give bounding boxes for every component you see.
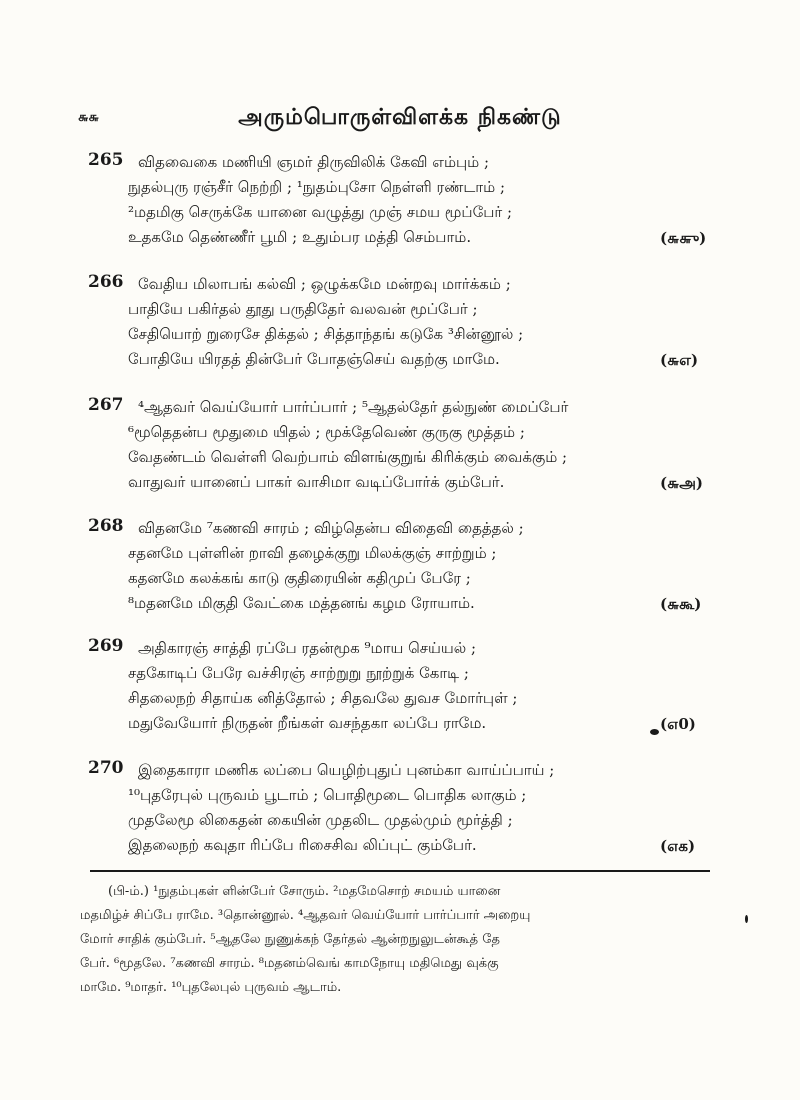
- verse-number: 268: [88, 516, 124, 536]
- verse-end-number: (௬௬ு): [660, 229, 707, 247]
- verse-number: 270: [88, 758, 124, 778]
- verse-line: ¹⁰புதரேபுல் புருவம் பூடாம் ; பொதிமூடை பொதிக லாகும் ;: [128, 786, 527, 804]
- verse-line: ⁶மூதெதன்ப மூதுமை யிதல் ; மூக்தேவெண் குருகு மூத்தம் ;: [128, 423, 525, 441]
- ink-mark: [745, 915, 748, 923]
- verse-line: வேதண்டம் வெள்ளி வெற்பாம் விளங்குறுங் கிரிக்கும் வைக்கும் ;: [128, 448, 568, 466]
- verse-number: 269: [88, 636, 124, 656]
- page-number: ௬௬: [78, 110, 100, 125]
- ink-mark: [650, 729, 659, 735]
- verse-line: விதவைகை மணியி ஞமர் திருவிலிக் கேவி எம்பும் ;: [138, 153, 490, 171]
- footnote-line: மாமே. ⁹மாதர். ¹⁰புதலேபுல் புருவம் ஆடாம்.: [80, 980, 342, 995]
- verse-line: வாதுவர் யானைப் பாகர் வாசிமா வடிப்போர்க் கும்பேர்.: [128, 473, 505, 491]
- verse-line: இதலைநற் கவுதா ரிப்பே ரிசைசிவ லிப்புட் கும்பேர்.: [128, 836, 477, 854]
- verse-line: சேதியொற் றுரைசே திக்தல் ; சித்தாந்தங் கடுகே ³சின்னூல் ;: [128, 325, 524, 343]
- verse-line: கதனமே கலக்கங் காடு குதிரையின் கதிமுப் பேரே ;: [128, 569, 471, 587]
- verse-end-number: (௬அ): [660, 474, 704, 492]
- verse-number: 266: [88, 272, 124, 292]
- verse-end-number: (௬எ): [660, 351, 699, 369]
- verse-end-number: (௭0): [660, 715, 696, 733]
- verse-number: 265: [88, 150, 124, 170]
- verse-number: 267: [88, 395, 124, 415]
- verse-line: வேதிய மிலாபங் கல்வி ; ஒழுக்கமே மன்றவு மார்க்கம் ;: [138, 275, 511, 293]
- verse-line: ⁴ஆதவர் வெய்யோர் பார்ப்பார் ; ⁵ஆதல்தேர் தல்நுண் மைப்பேர்: [138, 398, 569, 416]
- verse-end-number: (௬கூ): [660, 595, 702, 613]
- verse-line: சதனமே புள்ளின் றாவி தழைக்குறு மிலக்குஞ் சாற்றும் ;: [128, 544, 497, 562]
- verse-line: மதுவேயோர் நிருதன் றீங்கள் வசந்தகா லப்பே ராமே.: [128, 714, 487, 732]
- footnotes: [80, 880, 720, 1000]
- verse-line: பாதியே பகிர்தல் தூது பருதிதேர் வலவன் மூப்பேர் ;: [128, 300, 478, 318]
- footnote-line: மதமிழ்ச் சிப்பே ராமே. ³தொன்னூல். ⁴ஆதவர் வெய்யோர் பார்ப்பார் அறையு: [80, 908, 531, 923]
- page-title: அரும்பொருள்விளக்க நிகண்டு: [238, 104, 562, 130]
- footnote-divider: [90, 870, 710, 872]
- verse-line: சதகோடிப் பேரே வச்சிரஞ் சாற்றுறு நூற்றுக் கோடி ;: [128, 664, 469, 682]
- verse-line: உதகமே தெண்ணீர் பூமி ; உதும்பர மத்தி செம்பாம்.: [128, 228, 472, 246]
- verse-line: இதைகாரா மணிக லப்பை யெழிற்புதுப் புனம்கா வாய்ப்பாய் ;: [138, 761, 555, 779]
- footnote-line: மோர் சாதிக் கும்பேர். ⁵ஆதலே நுணுக்கந் தேர்தல் ஆன்றநுலுடன்கூத் தே: [80, 932, 500, 947]
- verse-line: ⁸மதனமே மிகுதி வேட்கை மத்தனங் கழம ரோயாம்.: [128, 594, 475, 612]
- verse-line: போதியே யிரதத் தின்பேர் போதஞ்செய் வதற்கு மாமே.: [128, 350, 500, 368]
- footnote-line: (பி-ம்.) ¹நுதம்புகள் ளின்பேர் சோரும். ²மதமேசொற் சமயம் யானை: [108, 884, 501, 899]
- verse-end-number: (௭க): [660, 837, 696, 855]
- verse-line: ²மதமிகு செருக்கே யானை வழுத்து முஞ் சமய மூப்பேர் ;: [128, 203, 513, 221]
- verse-line: முதலேமூ லிகைதன் கையின் முதலிட முதல்மும் மூர்த்தி ;: [128, 811, 513, 829]
- footnote-line: பேர். ⁶மூதலே. ⁷கணவி சாரம். ⁸மதனம்வெங் காமநோயு மதிமெது வுக்கு: [80, 956, 499, 971]
- verse-line: நுதல்புரு ரஞ்சீர் நெற்றி ; ¹நுதம்புசோ நெள்ளி ரண்டாம் ;: [128, 178, 506, 196]
- verse-line: சிதலைநற் சிதாய்க னித்தோல் ; சிதவலே துவச மோர்புள் ;: [128, 689, 518, 707]
- verse-line: விதனமே ⁷கணவி சாரம் ; விழ்தென்ப விதைவி தைத்தல் ;: [138, 519, 524, 537]
- verse-line: அதிகாரஞ் சாத்தி ரப்பே ரதன்மூக ⁹மாய செய்யல் ;: [138, 639, 477, 657]
